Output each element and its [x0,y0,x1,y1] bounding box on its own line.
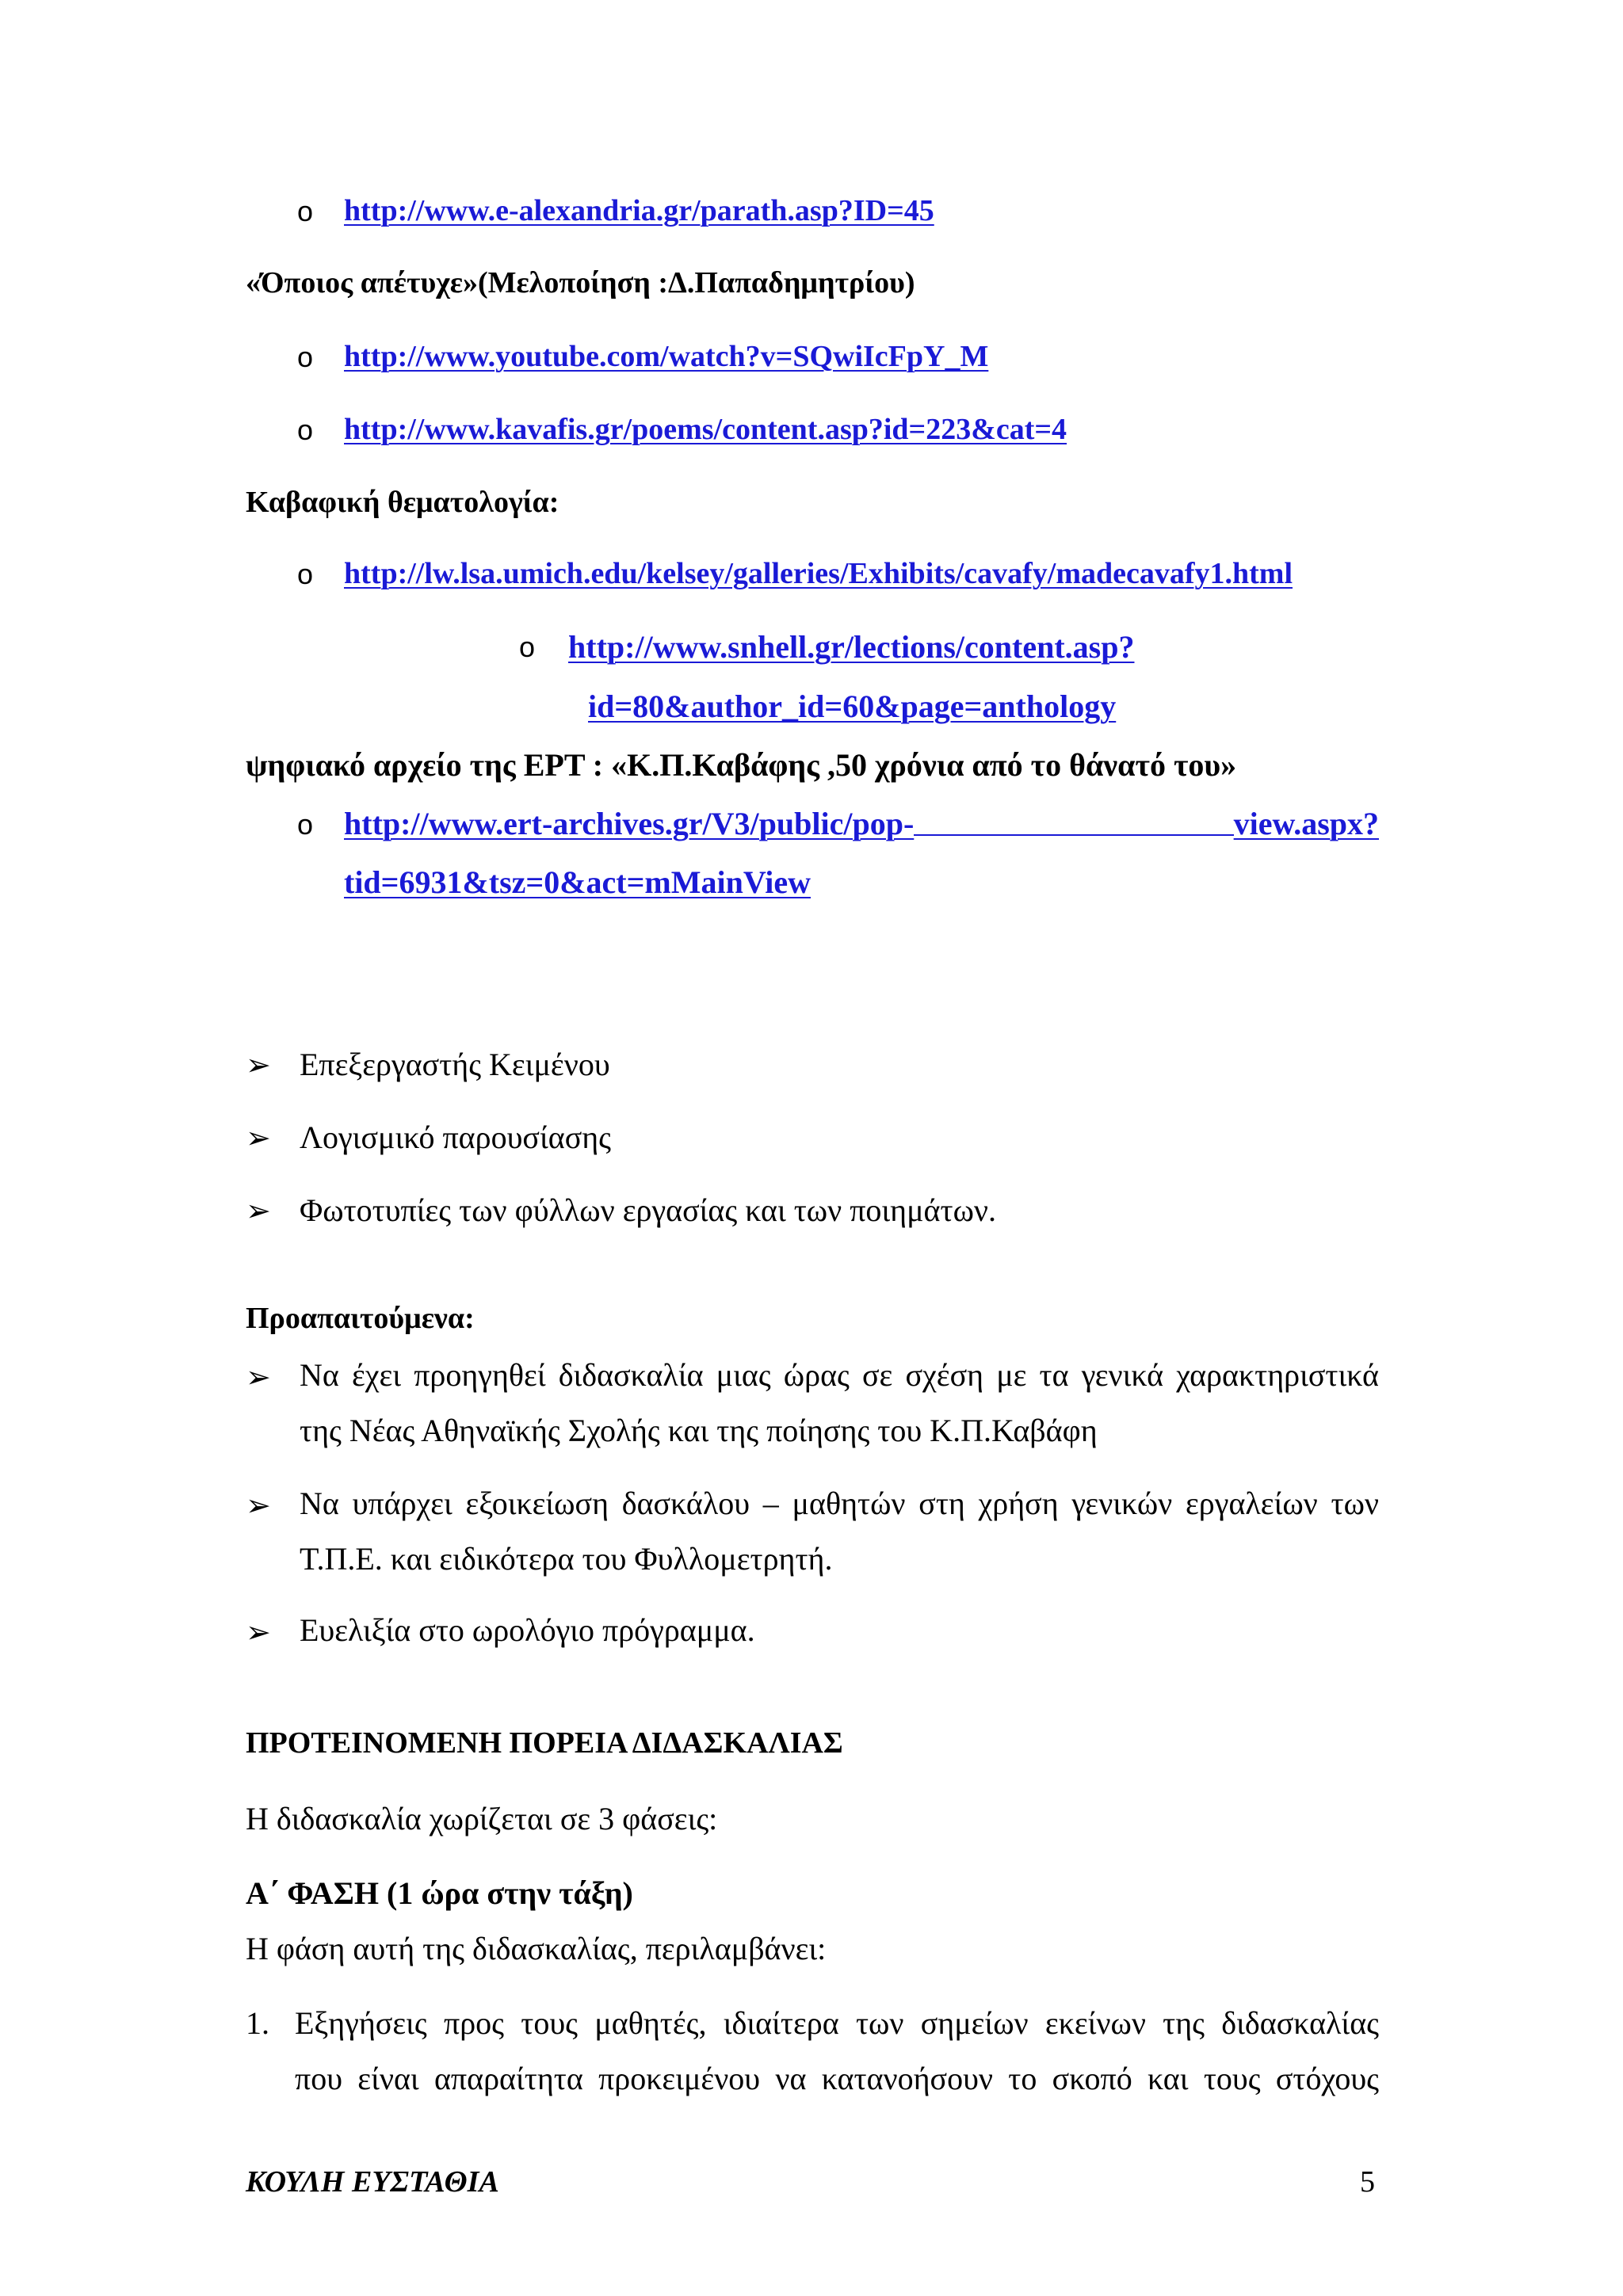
list-bullet: o [297,558,314,590]
link-ert-line2[interactable]: tid=6931&tsz=0&act=mMainView [344,864,812,900]
arrow-bullet-icon: ➢ [246,1488,271,1523]
heading-opoios-title: «Όποιος απέτυχε» [246,266,478,299]
prereq-item-3: Ευελιξία στο ωρολόγιο πρόγραμμα. [300,1612,755,1648]
arrow-bullet-icon: ➢ [246,1193,271,1228]
heading-opoios-apetyxe [246,265,915,300]
numbered-item-1-line1: Εξηγήσεις προς τους μαθητές, ιδιαίτερα των σημείων εκείνων της διδασκαλίας [295,2005,1379,2041]
list-bullet: o [519,631,536,663]
link-ert-underline-gap [914,805,1233,836]
link-snhell-line1[interactable]: http://www.snhell.gr/lections/content.asp? [568,629,1135,665]
list-bullet: o [297,341,314,373]
link-kavafis[interactable]: http://www.kavafis.gr/poems/content.asp?id=223&cat=4 [344,413,1067,446]
numbered-item-number: 1. [246,2005,269,2041]
heading-kavafiki-thematologia: Καβαφική θεματολογία: [246,486,559,519]
link-youtube[interactable]: http://www.youtube.com/watch?v=SQwiIcFpY_M [344,340,989,373]
heading-ert-archive: ψηφιακό αρχείο της ΕΡΤ : «Κ.Π.Καβάφης ,50 χρόνια από το θάνατό του» [246,747,1237,783]
prereq-item-1-line1: Να έχει προηγηθεί διδασκαλία μιας ώρας σε σχέση με τα γενικά χαρακτηριστικά [300,1357,1379,1393]
arrow-bullet-icon: ➢ [246,1360,271,1394]
list-bullet: o [297,808,314,841]
link-ert-line1[interactable] [344,805,1379,842]
link-snhell-line2[interactable]: id=80&author_id=60&page=anthology [588,688,1117,724]
link-ert-line1-part1[interactable]: http://www.ert-archives.gr/V3/public/pop- [344,806,915,841]
link-e-alexandria[interactable]: http://www.e-alexandria.gr/parath.asp?ID=45 [344,194,934,227]
arrow-bullet-icon: ➢ [246,1047,271,1082]
list-bullet: o [297,414,314,446]
link-umich[interactable]: http://lw.lsa.umich.edu/kelsey/galleries/Exhibits/cavafy/madecavafy1.html [344,557,1293,590]
arrow-bullet-icon: ➢ [246,1120,271,1155]
arrow-bullet-icon: ➢ [246,1615,271,1650]
tool-item: Επεξεργαστής Κειμένου [300,1047,610,1082]
tool-item: Φωτοτυπίες των φύλλων εργασίας και των ποιημάτων. [300,1192,996,1228]
paragraph-phases: Η διδασκαλία χωρίζεται σε 3 φάσεις: [246,1801,718,1836]
numbered-item-1-line2: που είναι απαραίτητα προκειμένου να κατανοήσουν το σκοπό και τους στόχους [295,2061,1379,2096]
link-ert-line1-part2[interactable]: view.aspx? [1233,806,1379,841]
prereq-item-2-line2: Τ.Π.Ε. και ειδικότερα του Φυλλομετρητή. [300,1541,833,1577]
footer-page-number: 5 [1360,2165,1375,2199]
heading-opoios-composer: (Μελοποίηση :Δ.Παπαδημητρίου) [477,266,915,299]
prereq-item-2-line1: Να υπάρχει εξοικείωση δασκάλου – μαθητών στη χρήση γενικών εργαλείων των [300,1486,1379,1521]
footer-author: ΚΟΥΛΗ ΕΥΣΤΑΘΙΑ [246,2165,499,2199]
heading-phase-a: Α΄ ΦΑΣΗ (1 ώρα στην τάξη) [246,1875,633,1911]
prereq-item-1-line2: της Νέας Αθηναϊκής Σχολής και της ποίησης του Κ.Π.Καβάφη [300,1413,1098,1448]
tool-item: Λογισμικό παρουσίασης [300,1119,612,1155]
list-bullet: o [297,195,314,227]
heading-course: ΠΡΟΤΕΙΝΟΜΕΝΗ ΠΟΡΕΙΑ ΔΙΔΑΣΚΑΛΙΑΣ [246,1726,843,1760]
paragraph-phase-a-intro: Η φάση αυτή της διδασκαλίας, περιλαμβάνει: [246,1931,827,1966]
heading-prerequisites: Προαπαιτούμενα: [246,1302,475,1335]
